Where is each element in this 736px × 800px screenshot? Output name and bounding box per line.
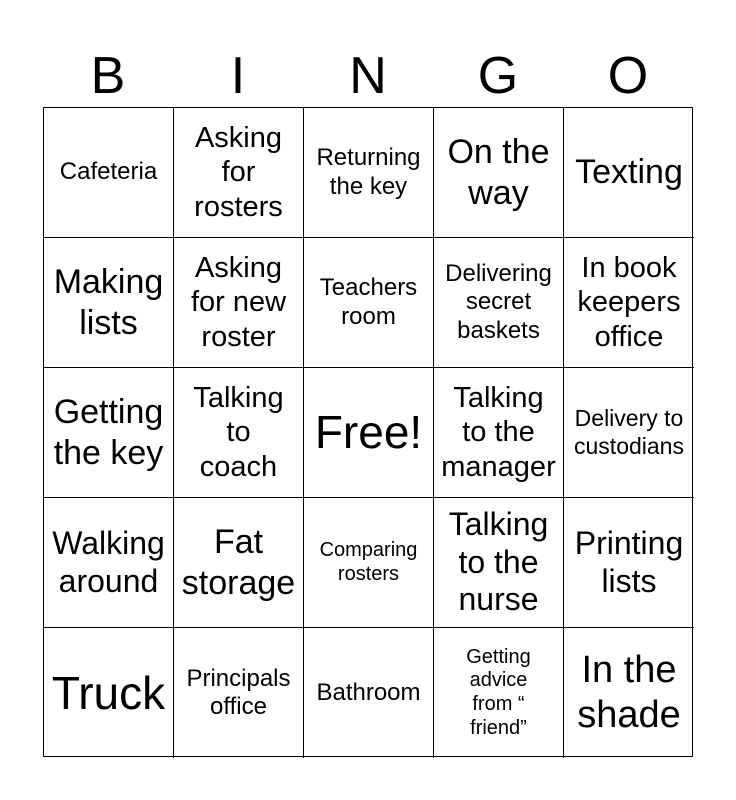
cell-label: In the shade bbox=[577, 649, 681, 736]
bingo-cell-o4[interactable] bbox=[564, 498, 694, 628]
bingo-cell-b5[interactable] bbox=[44, 628, 174, 758]
cell-label: Texting bbox=[575, 153, 683, 192]
cell-label: Walking around bbox=[52, 524, 165, 599]
cell-label: Delivering secret baskets bbox=[445, 260, 552, 344]
bingo-card-grid bbox=[43, 107, 693, 757]
cell-label: Asking for rosters bbox=[194, 122, 283, 223]
bingo-cell-b3[interactable] bbox=[44, 368, 174, 498]
cell-label: Printing lists bbox=[574, 524, 684, 599]
cell-label: Comparing rosters bbox=[319, 538, 418, 585]
bingo-cell-b2[interactable] bbox=[44, 238, 174, 368]
header-letter-i: I bbox=[230, 47, 246, 105]
cell-label: Cafeteria bbox=[59, 158, 158, 186]
cell-label: In book keepers office bbox=[577, 252, 681, 353]
cell-label: Asking for new roster bbox=[190, 252, 287, 353]
bingo-cell-i1[interactable] bbox=[174, 108, 304, 238]
cell-label: Teachers room bbox=[319, 274, 418, 330]
bingo-cell-g2[interactable] bbox=[434, 238, 564, 368]
bingo-cell-n4[interactable] bbox=[304, 498, 434, 628]
cell-label: Getting the key bbox=[53, 393, 164, 472]
bingo-cell-g3[interactable] bbox=[434, 368, 564, 498]
cell-label: Returning the key bbox=[316, 144, 421, 200]
bingo-cell-n5[interactable] bbox=[304, 628, 434, 758]
bingo-cell-b4[interactable] bbox=[44, 498, 174, 628]
cell-label: Talking to the nurse bbox=[448, 505, 549, 618]
bingo-cell-b1[interactable] bbox=[44, 108, 174, 238]
bingo-cell-o3[interactable] bbox=[564, 368, 694, 498]
cell-label: Bathroom bbox=[316, 678, 421, 706]
bingo-cell-i4[interactable] bbox=[174, 498, 304, 628]
cell-label: Making lists bbox=[53, 263, 164, 342]
cell-label: Delivery to custodians bbox=[574, 405, 684, 459]
bingo-cell-i3[interactable] bbox=[174, 368, 304, 498]
cell-label: Principals office bbox=[186, 664, 291, 720]
bingo-cell-o2[interactable] bbox=[564, 238, 694, 368]
cell-label: Talking to the manager bbox=[441, 382, 556, 483]
bingo-cell-g4[interactable] bbox=[434, 498, 564, 628]
bingo-cell-o5[interactable] bbox=[564, 628, 694, 758]
bingo-cell-free-space[interactable] bbox=[304, 368, 434, 498]
header-letter-g: G bbox=[477, 47, 519, 105]
cell-label: Free! bbox=[314, 406, 423, 459]
header-letter-n: N bbox=[349, 47, 387, 105]
bingo-cell-o1[interactable] bbox=[564, 108, 694, 238]
cell-label: Fat storage bbox=[181, 523, 296, 602]
header-letter-o: O bbox=[607, 47, 649, 105]
bingo-cell-g1[interactable] bbox=[434, 108, 564, 238]
bingo-cell-i5[interactable] bbox=[174, 628, 304, 758]
cell-label: Talking to coach bbox=[193, 382, 284, 483]
bingo-cell-n2[interactable] bbox=[304, 238, 434, 368]
cell-label: On the way bbox=[447, 133, 550, 212]
header-letter-b: B bbox=[90, 47, 126, 105]
bingo-cell-n1[interactable] bbox=[304, 108, 434, 238]
cell-label: Truck bbox=[51, 666, 166, 719]
bingo-cell-i2[interactable] bbox=[174, 238, 304, 368]
bingo-cell-g5[interactable] bbox=[434, 628, 564, 758]
cell-label: Getting advice from “ friend” bbox=[466, 645, 531, 739]
bingo-header bbox=[43, 44, 693, 108]
